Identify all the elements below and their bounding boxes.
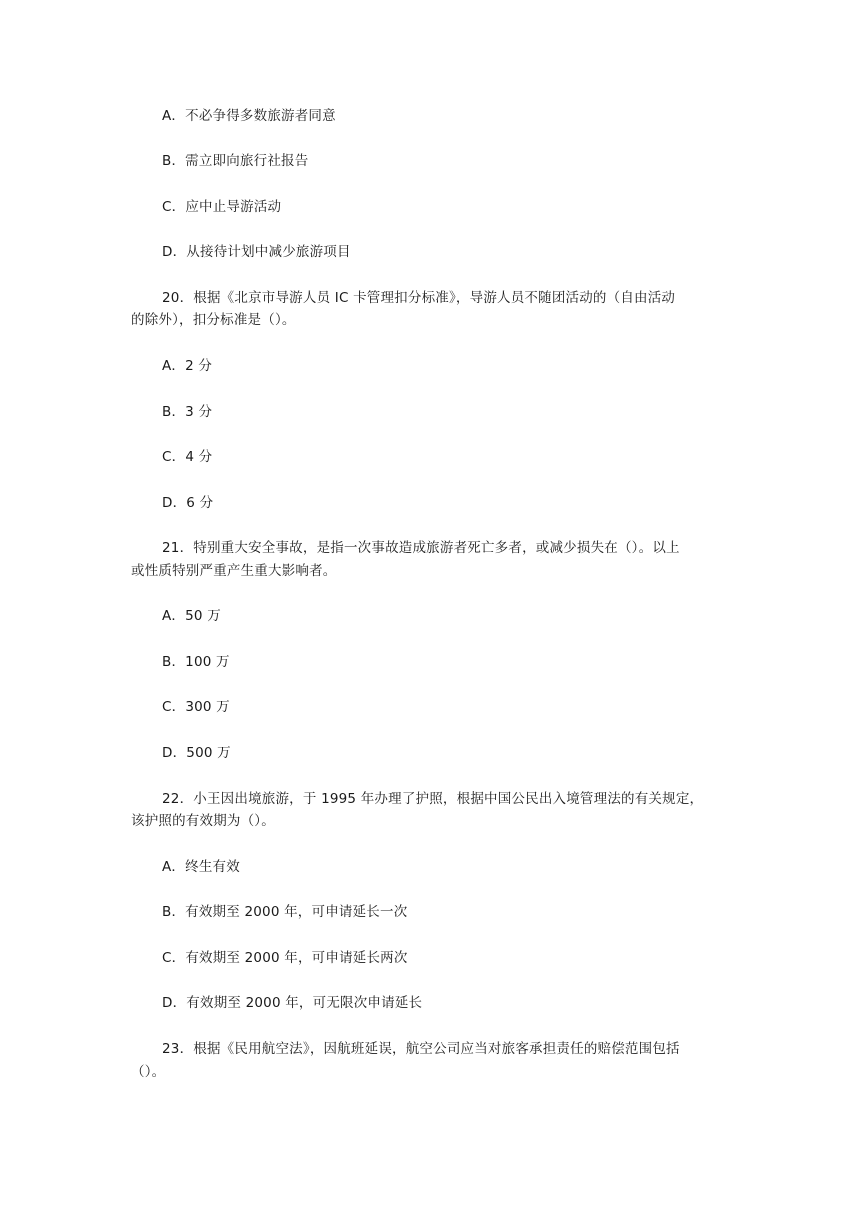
option-b: B．100 万	[162, 654, 230, 670]
option-a: A．50 万	[162, 608, 221, 624]
question-23-line-1: 23．根据《民用航空法》，因航班延误，航空公司应当对旅客承担责任的赔偿范围包括	[162, 1041, 680, 1057]
option-c: C．300 万	[162, 699, 230, 715]
option-d: D．有效期至 2000 年，可无限次申请延长	[162, 995, 423, 1011]
option-d: D．500 万	[162, 745, 231, 761]
question-22-line-1: 22．小王因出境旅游，于 1995 年办理了护照，根据中国公民出入境管理法的有关规定，	[162, 791, 704, 807]
question-21-line-1: 21．特别重大安全事故，是指一次事故造成旅游者死亡多者，或减少损失在（）。以上	[162, 540, 680, 556]
option-b: B．需立即向旅行社报告	[162, 153, 309, 169]
option-c: C．应中止导游活动	[162, 199, 282, 215]
option-c: C．4 分	[162, 449, 213, 465]
option-b: B．3 分	[162, 404, 213, 420]
question-23-line-2: （）。	[131, 1064, 166, 1080]
option-a: A．终生有效	[162, 859, 240, 875]
option-d: D．从接待计划中减少旅游项目	[162, 244, 351, 260]
option-d: D．6 分	[162, 495, 214, 511]
option-a: A．2 分	[162, 358, 213, 374]
option-c: C．有效期至 2000 年，可申请延长两次	[162, 950, 408, 966]
option-a: A．不必争得多数旅游者同意	[162, 108, 336, 124]
option-b: B．有效期至 2000 年，可申请延长一次	[162, 904, 408, 920]
question-20-line-2: 的除外），扣分标准是（）。	[131, 312, 296, 328]
question-21-line-2: 或性质特别严重产生重大影响者。	[131, 563, 337, 579]
question-22-line-2: 该护照的有效期为（）。	[131, 813, 275, 829]
question-20-line-1: 20．根据《北京市导游人员 IC 卡管理扣分标准》，导游人员不随团活动的（自由活动	[162, 290, 676, 306]
